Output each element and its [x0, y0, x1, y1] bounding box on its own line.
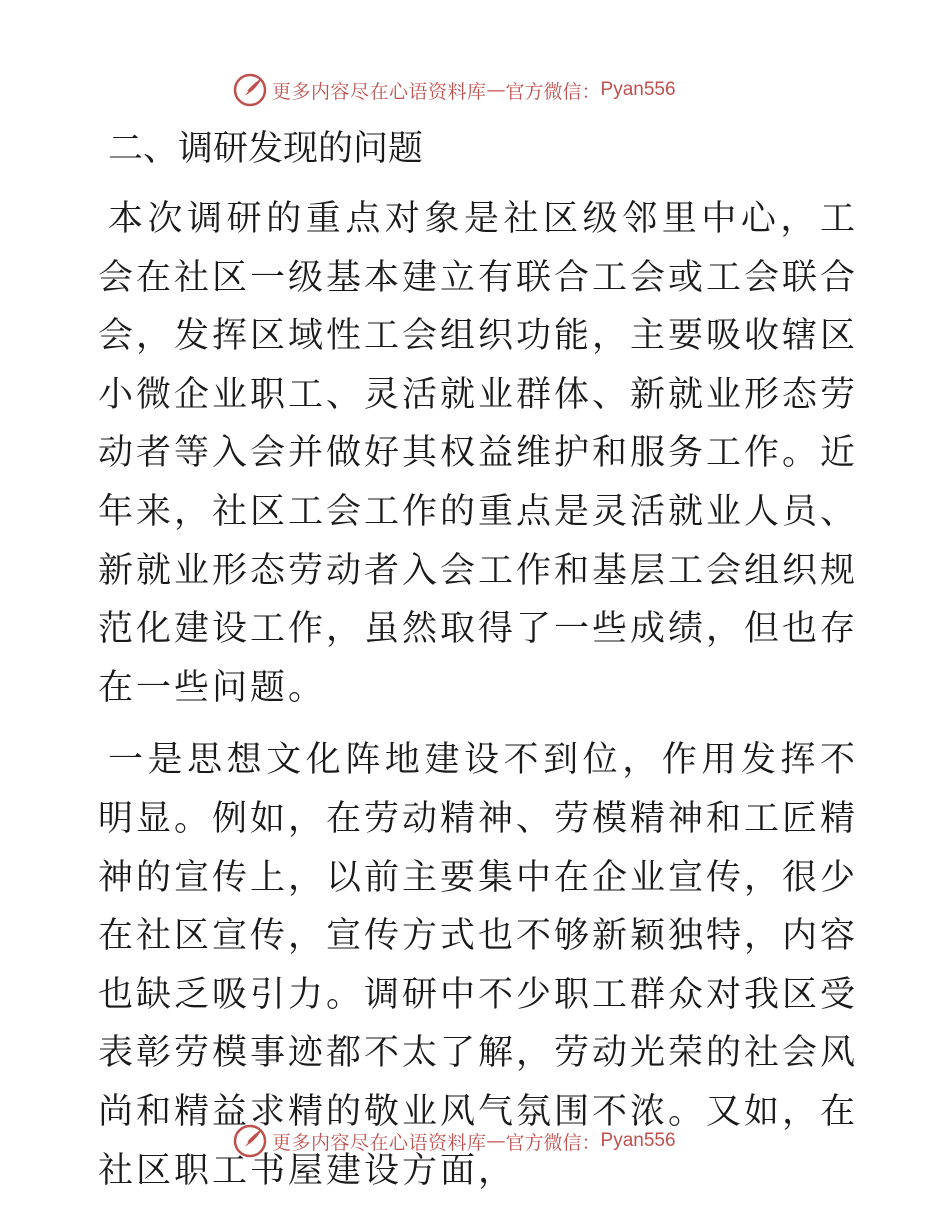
watermark-id: Pyan556 — [600, 79, 676, 100]
quill-logo-icon — [232, 72, 268, 108]
watermark-text: 更多内容尽在心语资料库 — [272, 80, 487, 103]
watermark-sub: 官方微信： — [505, 80, 601, 103]
header-watermark — [232, 72, 676, 108]
watermark-sub: 官方微信： — [505, 1131, 601, 1154]
watermark-id: Pyan556 — [600, 1130, 676, 1151]
paragraph-2: 一是思想文化阵地建设不到位，作用发挥不明显。例如，在劳动精神、劳模精神和工匠精神的宣传上，以前主要集中在企业宣传，很少在社区宣传，宣传方式也不够新颖独特，内容也缺乏吸引力。调研中不少职工群众对我区受表彰劳模事迹都不太了解，劳动光荣的社会风尚和精益求精的敬业风气氛围不浓。又如，在社区职工书屋建设方面， — [98, 740, 859, 1191]
section-heading: 二、调研发现的问题 — [108, 129, 424, 169]
footer-watermark — [232, 1123, 676, 1159]
document-body — [98, 120, 858, 1200]
quill-logo-icon — [232, 1123, 268, 1159]
watermark-dash: — — [486, 79, 506, 101]
watermark-dash: — — [486, 1130, 506, 1152]
watermark-text: 更多内容尽在心语资料库 — [272, 1131, 487, 1154]
paragraph-1: 本次调研的重点对象是社区级邻里中心，工会在社区一级基本建立有联合工会或工会联合会，发挥区域性工会组织功能，主要吸收辖区小微企业职工、灵活就业群体、新就业形态劳动者等入会并做好其权益维护和服务工作。近年来，社区工会工作的重点是灵活就业人员、新就业形态劳动者入会工作和基层工会组织规范化建设工作，虽然取得了一些成绩，但也存在一些问题。 — [98, 199, 859, 708]
